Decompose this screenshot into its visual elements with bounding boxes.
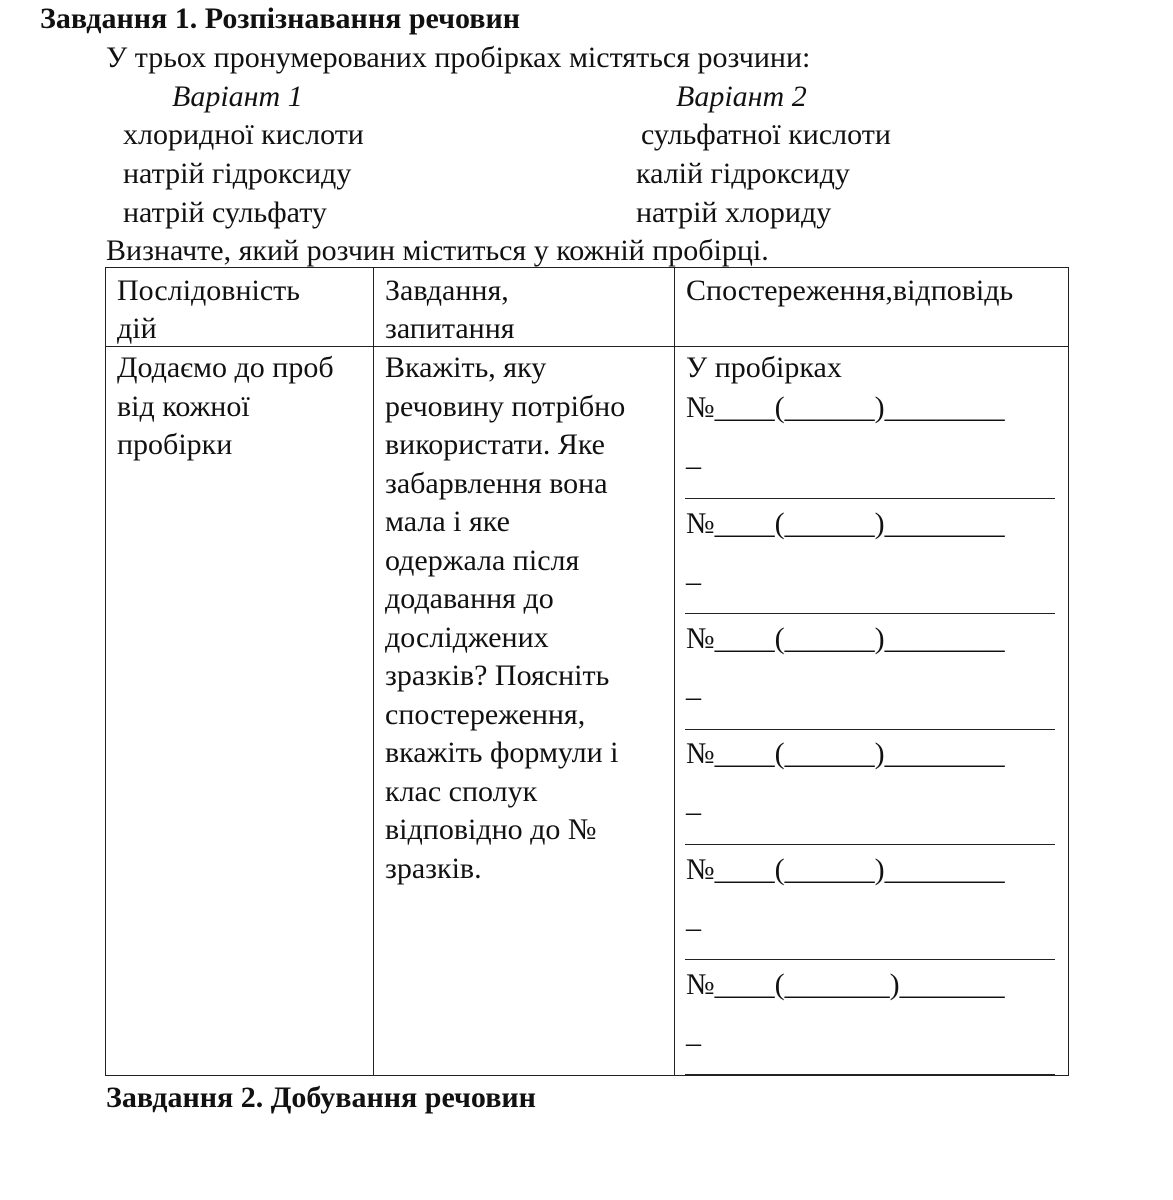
- answer-underline: [685, 1074, 1055, 1075]
- col2-line: речовину потрібно: [385, 390, 626, 423]
- answer-underline: [685, 613, 1055, 614]
- answer-blank-dash: _: [686, 785, 701, 818]
- col2-line: використати. Яке: [385, 428, 605, 461]
- answer-blank-dash: _: [686, 439, 701, 472]
- col2-line: спостереження,: [385, 698, 586, 731]
- header-col3: Спостереження,відповідь: [686, 274, 1014, 307]
- variant1-item: хлоридної кислоти: [123, 118, 364, 151]
- answer-blank-line: №____(______)________: [686, 853, 1005, 886]
- col2-line: мала і яке: [385, 505, 510, 538]
- col2-line: вкажіть формули і: [385, 736, 619, 769]
- col2-line: зразків.: [385, 852, 482, 885]
- col3-heading: У пробірках: [686, 351, 842, 384]
- answer-blank-dash: _: [686, 901, 701, 934]
- variant1-item: натрій сульфату: [123, 196, 327, 229]
- answer-blank-dash: _: [686, 670, 701, 703]
- col2-line: Вкажіть, яку: [385, 351, 547, 384]
- col2-line: додавання до: [385, 582, 554, 615]
- variant1-item: натрій гідроксиду: [123, 157, 352, 190]
- task1-instruction: Визначте, який розчин міститься у кожній пробірці.: [106, 234, 769, 267]
- col1-line: пробірки: [117, 428, 233, 461]
- answer-underline: [685, 498, 1055, 499]
- answer-underline: [685, 844, 1055, 845]
- task2-title: Завдання 2. Добування речовин: [106, 1081, 536, 1114]
- header-col1-line: Послідовність: [117, 274, 300, 307]
- answer-blank-line: №____(______)________: [686, 391, 1005, 424]
- variant2-item: натрій хлориду: [636, 196, 832, 229]
- header-col2-line: Завдання,: [385, 274, 509, 307]
- answer-blank-dash: _: [686, 555, 701, 588]
- variant2-label: Варіант 2: [676, 80, 807, 113]
- answer-underline: [685, 729, 1055, 730]
- task1-title: Завдання 1. Розпізнавання речовин: [40, 2, 521, 35]
- task1-intro: У трьох пронумерованих пробірках містяться розчини:: [106, 41, 811, 74]
- col2-line: відповідно до №: [385, 813, 597, 846]
- answer-blank-dash: _: [686, 1016, 701, 1049]
- col1-line: від кожної: [117, 390, 250, 423]
- answer-underline: [685, 959, 1055, 960]
- col2-line: досліджених: [385, 621, 549, 654]
- variant1-label: Варіант 1: [172, 80, 303, 113]
- col2-line: зразків? Поясніть: [385, 659, 610, 692]
- column-divider: [674, 268, 675, 1075]
- variant2-item: сульфатної кислоти: [641, 118, 891, 151]
- col2-line: одержала після: [385, 544, 580, 577]
- header-divider: [106, 346, 1068, 347]
- answer-blank-line: №____(______)________: [686, 507, 1005, 540]
- answer-blank-line: №____(_______)_______: [686, 968, 1005, 1001]
- answer-blank-line: №____(______)________: [686, 737, 1005, 770]
- col2-line: клас сполук: [385, 775, 538, 808]
- header-col2-line: запитання: [385, 312, 515, 345]
- variant2-item: калій гідроксиду: [636, 157, 850, 190]
- col2-line: забарвлення вона: [385, 467, 608, 500]
- answer-blank-line: №____(______)________: [686, 622, 1005, 655]
- col1-line: Додаємо до проб: [117, 351, 334, 384]
- header-col1-line: дій: [117, 312, 157, 345]
- column-divider: [373, 268, 374, 1075]
